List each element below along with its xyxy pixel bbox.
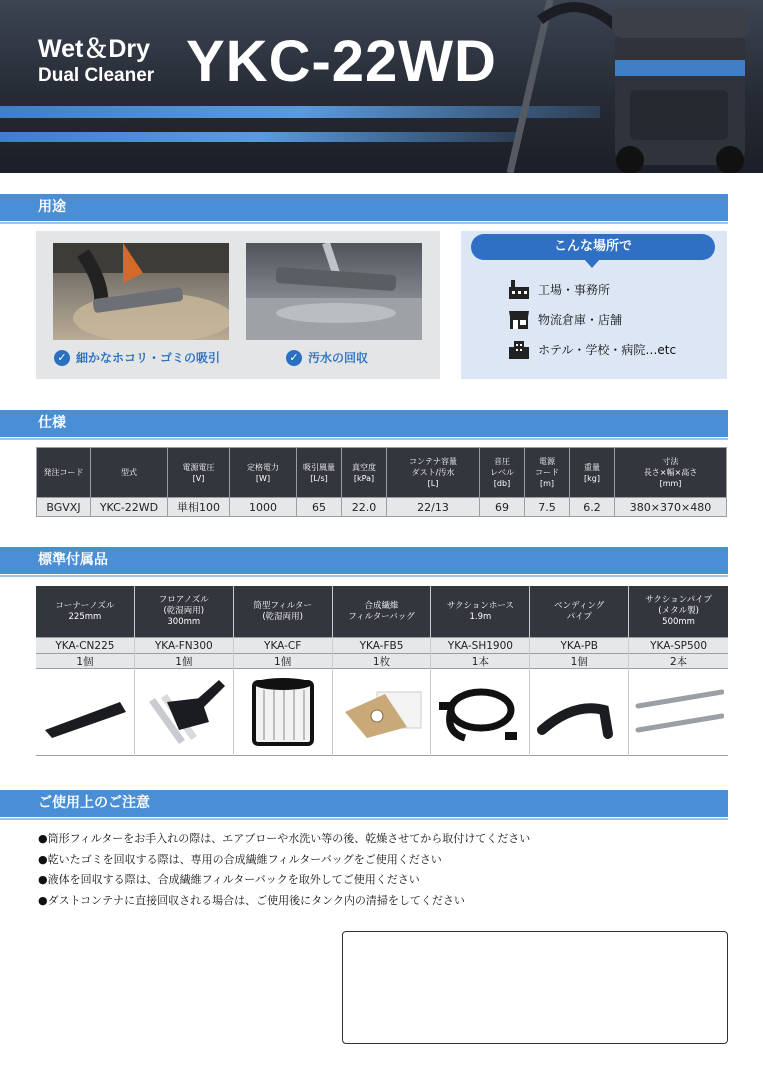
section-header-accessories: 標準付属品	[0, 547, 728, 574]
accessory-image	[530, 669, 628, 756]
spec-header-cell: 音圧 レベル [db]	[480, 448, 525, 498]
place-label: 工場・事務所	[538, 282, 611, 297]
check-icon: ✓	[54, 350, 70, 366]
accessory-qty: 1個	[234, 653, 332, 669]
accessory-item	[431, 586, 530, 756]
accessories-grid	[36, 586, 728, 756]
section-header-cautions: ご使用上のご注意	[0, 790, 728, 817]
usage-places	[461, 231, 727, 379]
section-header-usage: 用途	[0, 194, 728, 221]
accessory-qty: 1枚	[333, 653, 431, 669]
caution-list	[38, 829, 530, 911]
spec-table	[36, 447, 727, 517]
accessory-code: YKA-FN300	[135, 637, 233, 653]
accessory-image	[36, 669, 134, 756]
usage-caption-text: 汚水の回収	[308, 351, 369, 365]
place-item	[508, 309, 622, 329]
accessory-item	[135, 586, 234, 756]
accessory-name: サクションパイプ (メタル製) 500mm	[629, 586, 728, 637]
spec-cell: 69	[480, 498, 525, 517]
places-title: こんな場所で	[471, 234, 715, 260]
accessory-image	[234, 669, 332, 756]
spec-data-row	[37, 498, 727, 517]
caution-item: ●筒形フィルターをお手入れの際は、エアブローや水洗い等の後、乾燥させてから取付けてください	[38, 832, 531, 845]
usage-photos	[36, 231, 440, 379]
accessory-item	[36, 586, 135, 756]
accessory-code: YKA-PB	[530, 637, 628, 653]
vacuum-cleaner-icon	[500, 0, 763, 173]
accessory-name: 筒型フィルター (乾湿両用)	[234, 586, 332, 637]
spec-header-cell: コンテナ容量 ダスト/汚水 [L]	[387, 448, 480, 498]
check-icon: ✓	[286, 350, 302, 366]
suction-pipe-icon	[634, 672, 724, 752]
brand-line2: Dual Cleaner	[38, 65, 155, 86]
spec-cell: 7.5	[525, 498, 570, 517]
accessory-item	[234, 586, 333, 756]
accessory-item	[333, 586, 432, 756]
bending-pipe-icon	[534, 672, 624, 752]
accessory-item	[629, 586, 728, 756]
place-label: ホテル・学校・病院…etc	[538, 342, 677, 357]
spec-cell: 65	[297, 498, 342, 517]
accessory-code: YKA-FB5	[333, 637, 431, 653]
memo-box	[342, 931, 728, 1044]
spec-cell: 単相100	[168, 498, 230, 517]
spec-cell: 6.2	[570, 498, 615, 517]
accessory-qty: 1個	[530, 653, 628, 669]
store-icon	[508, 309, 530, 329]
spec-cell: 380×370×480	[615, 498, 727, 517]
accessory-item	[530, 586, 629, 756]
spec-header-cell: 型式	[91, 448, 168, 498]
place-label: 物流倉庫・店舗	[538, 312, 623, 327]
accessory-name: コーナーノズル 225mm	[36, 586, 134, 637]
spec-cell: 1000	[230, 498, 297, 517]
usage-caption-water	[286, 349, 368, 366]
spec-cell: 22/13	[387, 498, 480, 517]
building-icon	[508, 339, 530, 359]
caution-item: ●液体を回収する際は、合成繊維フィルターバックを取外してご使用ください	[38, 873, 420, 886]
brand-line1: Wet＆Dry	[38, 35, 151, 63]
accessory-image	[135, 669, 233, 756]
accessory-qty: 1本	[431, 653, 529, 669]
accessory-image	[333, 669, 431, 756]
dust-cleaning-photo	[53, 243, 229, 340]
accessory-code: YKA-SH1900	[431, 637, 529, 653]
spec-header-cell: 電源電圧 [V]	[168, 448, 230, 498]
spec-cell: YKC-22WD	[91, 498, 168, 517]
accessory-name: サクションホース 1.9m	[431, 586, 529, 637]
accessory-qty: 2本	[629, 653, 728, 669]
place-item	[508, 339, 676, 359]
caution-item: ●ダストコンテナに直接回収される場合は、ご使用後にタンク内の清掃をしてください	[38, 893, 465, 907]
banner-stripe	[0, 132, 520, 142]
model-title: YKC-22WD	[186, 29, 497, 94]
spec-header-cell: 電源 コード [m]	[525, 448, 570, 498]
spec-header-cell: 寸法 長さ×幅×高さ [mm]	[615, 448, 727, 498]
usage-caption-dust	[54, 349, 220, 366]
water-cleaning-photo	[246, 243, 422, 340]
accessory-image	[431, 669, 529, 756]
accessory-name: ベンディング パイプ	[530, 586, 628, 637]
corner-nozzle-icon	[40, 672, 130, 752]
header-banner	[0, 0, 763, 173]
caution-item: ●乾いたゴミを回収する際は、専用の合成繊維フィルターバッグをご使用ください	[38, 852, 442, 866]
place-item	[508, 279, 610, 299]
usage-caption-text: 細かなホコリ・ゴミの吸引	[76, 351, 221, 365]
spec-header-cell: 重量 [kg]	[570, 448, 615, 498]
accessory-image	[629, 669, 728, 756]
spec-header-cell: 真空度 [kPa]	[342, 448, 387, 498]
spec-header-cell: 発注コード	[37, 448, 91, 498]
spec-header-cell: 吸引風量 [L/s]	[297, 448, 342, 498]
factory-icon	[508, 279, 530, 299]
spec-header-cell: 定格電力 [W]	[230, 448, 297, 498]
section-header-specs: 仕様	[0, 410, 728, 437]
spec-cell: 22.0	[342, 498, 387, 517]
cylinder-filter-icon	[238, 672, 328, 752]
accessory-name: フロアノズル (乾湿両用) 300mm	[135, 586, 233, 637]
filter-bag-icon	[337, 672, 427, 752]
spec-header-row	[37, 448, 727, 498]
accessory-code: YKA-CF	[234, 637, 332, 653]
floor-nozzle-icon	[139, 672, 229, 752]
accessory-qty: 1個	[36, 653, 134, 669]
accessory-code: YKA-SP500	[629, 637, 728, 653]
accessory-code: YKA-CN225	[36, 637, 134, 653]
accessory-name: 合成繊維 フィルターバッグ	[333, 586, 431, 637]
spec-cell: BGVXJ	[37, 498, 91, 517]
accessory-qty: 1個	[135, 653, 233, 669]
suction-hose-icon	[435, 672, 525, 752]
